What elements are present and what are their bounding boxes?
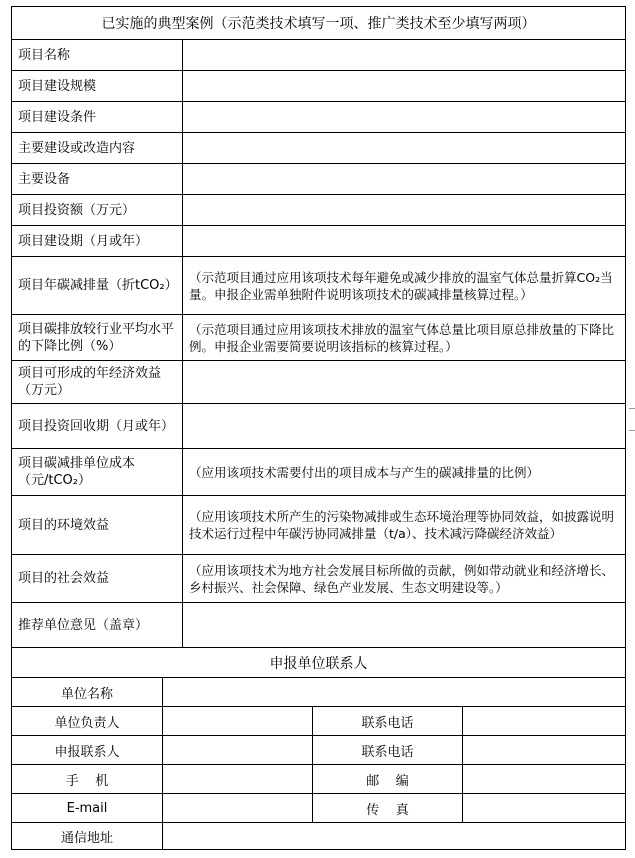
field-value-input[interactable] bbox=[182, 40, 625, 70]
field-value-input[interactable] bbox=[182, 603, 625, 647]
field-value-input[interactable] bbox=[182, 195, 625, 225]
field-label: 项目建设规模 bbox=[18, 78, 97, 94]
mobile-label: 手 机 bbox=[65, 773, 109, 789]
email-input[interactable] bbox=[162, 794, 312, 822]
email-label: E-mail bbox=[66, 800, 108, 816]
field-row-unit-cost bbox=[12, 449, 625, 496]
postcode-input[interactable] bbox=[462, 765, 625, 793]
field-row-construction-content bbox=[12, 133, 625, 164]
field-row-social-benefit bbox=[12, 555, 625, 603]
field-value-input[interactable]: （示范项目通过应用该项技术排放的温室气体总量比项目原总排放量的下降比例。申报企业需要简要说明该指标的核算过程。） bbox=[182, 315, 625, 360]
form-title-row bbox=[12, 7, 625, 40]
field-row-conditions bbox=[12, 102, 625, 133]
field-value-input[interactable]: （应用该项技术为地方社会发展目标所做的贡献，例如带动就业和经济增长、乡村振兴、社会保障、绿色产业发展、生态文明建设等。） bbox=[182, 555, 625, 602]
field-label: 项目投资额（万元） bbox=[18, 202, 136, 218]
contact-row-address bbox=[12, 823, 625, 849]
field-row-payback-period bbox=[12, 404, 625, 449]
page-edge-marker bbox=[629, 408, 635, 409]
contact-row-unit-name bbox=[12, 678, 625, 707]
contact-heading: 申报单位联系人 bbox=[269, 655, 368, 672]
contact-heading-row bbox=[12, 648, 625, 678]
field-value-input[interactable]: （应用该项技术需要付出的项目成本与产生的碳减排量的比例） bbox=[182, 449, 625, 495]
field-row-scale bbox=[12, 71, 625, 102]
postcode-label: 邮 编 bbox=[312, 765, 462, 793]
contact-row-mobile bbox=[12, 765, 625, 794]
field-label: 项目建设条件 bbox=[18, 109, 97, 125]
field-row-environmental-benefit bbox=[12, 496, 625, 555]
field-row-annual-reduction bbox=[12, 257, 625, 315]
contact-row-email bbox=[12, 794, 625, 823]
unit-head-label: 单位负责人 bbox=[54, 715, 120, 731]
phone-label: 联系电话 bbox=[312, 736, 462, 764]
field-value-input[interactable] bbox=[182, 71, 625, 101]
address-label: 通信地址 bbox=[60, 830, 113, 846]
mobile-input[interactable] bbox=[162, 765, 312, 793]
form-title: 已实施的典型案例（示范类技术填写一项、推广类技术至少填写两项） bbox=[101, 16, 536, 32]
field-label: 项目建设期（月或年） bbox=[18, 233, 149, 249]
field-row-equipment bbox=[12, 164, 625, 195]
field-row-recommendation bbox=[12, 603, 625, 648]
field-label: 项目碳排放较行业平均水平的下降比例（%） bbox=[18, 321, 175, 354]
field-row-investment bbox=[12, 195, 625, 226]
field-value-input[interactable] bbox=[182, 361, 625, 403]
field-value-input[interactable] bbox=[182, 226, 625, 256]
field-value-input[interactable] bbox=[182, 164, 625, 194]
applicant-label: 申报联系人 bbox=[54, 744, 120, 760]
page-edge-marker bbox=[629, 430, 635, 431]
field-row-construction-period bbox=[12, 226, 625, 257]
field-label: 推荐单位意见（盖章） bbox=[18, 617, 149, 633]
field-value-input[interactable]: （应用该项技术所产生的污染物减排或生态环境治理等协同效益，如披露说明技术运行过程中年碳汚协同减排量（t/a）、技术减污降碳经济效益） bbox=[182, 496, 625, 554]
unit-name-input[interactable] bbox=[162, 678, 625, 706]
field-label: 项目可形成的年经济效益（万元） bbox=[18, 366, 162, 398]
contact-row-applicant bbox=[12, 736, 625, 765]
field-label: 项目的环境效益 bbox=[18, 517, 110, 533]
field-row-economic-benefit bbox=[12, 361, 625, 404]
field-label: 主要设备 bbox=[18, 171, 71, 187]
field-row-reduction-ratio bbox=[12, 315, 625, 361]
unit-name-label: 单位名称 bbox=[60, 686, 113, 702]
phone-label: 联系电话 bbox=[312, 707, 462, 735]
phone-input[interactable] bbox=[462, 736, 625, 764]
field-value-input[interactable] bbox=[182, 102, 625, 132]
field-label: 项目碳减排单位成本（元/tCO₂） bbox=[18, 456, 136, 488]
applicant-input[interactable] bbox=[162, 736, 312, 764]
fax-label: 传 真 bbox=[312, 794, 462, 822]
field-label: 主要建设或改造内容 bbox=[18, 140, 136, 156]
fax-input[interactable] bbox=[462, 794, 625, 822]
field-value-input[interactable] bbox=[182, 404, 625, 448]
unit-head-input[interactable] bbox=[162, 707, 312, 735]
contact-row-unit-head bbox=[12, 707, 625, 736]
phone-input[interactable] bbox=[462, 707, 625, 735]
application-form-table bbox=[11, 6, 626, 850]
field-value-input[interactable] bbox=[182, 133, 625, 163]
field-label: 项目年碳减排量（折tCO₂） bbox=[18, 278, 178, 293]
address-input[interactable] bbox=[162, 823, 625, 849]
field-label: 项目投资回收期（月或年） bbox=[18, 418, 175, 434]
field-value-input[interactable]: （示范项目通过应用该项技术每年避免或减少排放的温室气体总量折算CO₂当量。申报企业需单独附件说明该项技术的碳减排量核算过程。） bbox=[182, 257, 625, 314]
field-label: 项目的社会效益 bbox=[18, 571, 110, 586]
field-row-project-name bbox=[12, 40, 625, 71]
field-label: 项目名称 bbox=[18, 47, 71, 63]
